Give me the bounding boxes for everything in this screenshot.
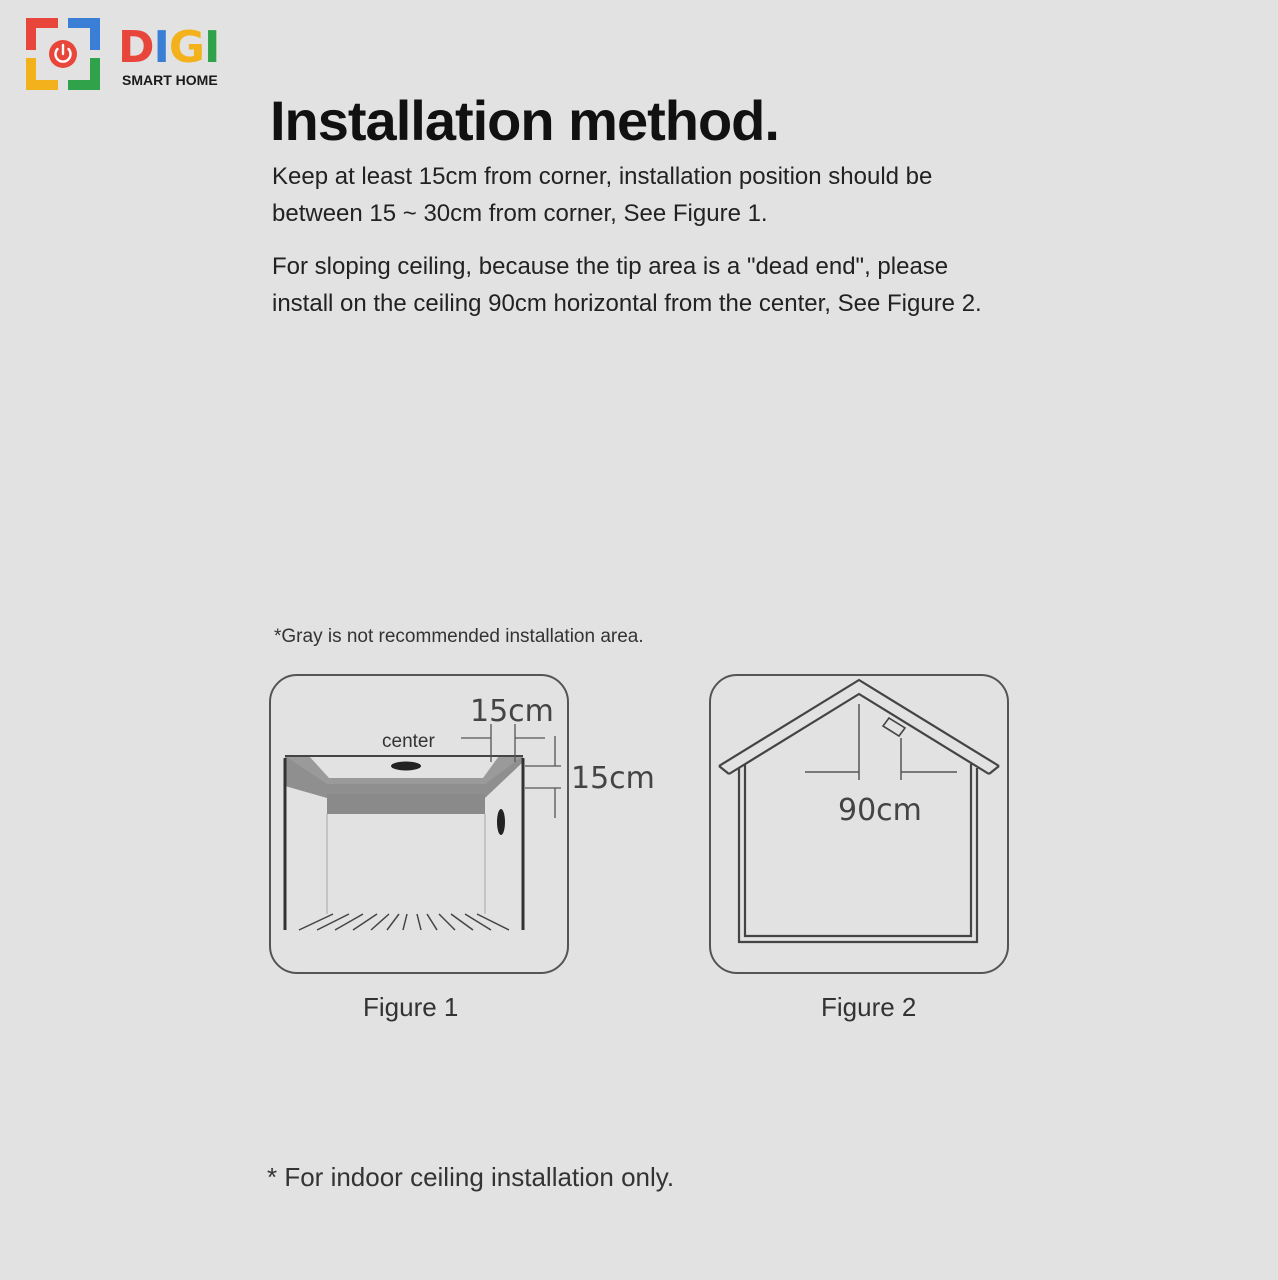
figure-2-box bbox=[709, 674, 1009, 974]
room-corner-diagram-icon bbox=[269, 674, 669, 974]
figure-2-caption: Figure 2 bbox=[821, 992, 917, 1022]
instruction-paragraph-1: Keep at least 15cm from corner, installation position should be between 15 ~ 30cm from corner, See Figure 1. bbox=[272, 163, 933, 227]
brand-wordmark bbox=[118, 22, 220, 73]
indoor-only-note: * For indoor ceiling installation only. bbox=[267, 1162, 675, 1192]
brand-letter: I bbox=[153, 22, 169, 73]
gray-area-note: *Gray is not recommended installation area. bbox=[274, 626, 644, 647]
page-title: Installation method. bbox=[270, 89, 779, 152]
dimension-side-label: 15cm bbox=[571, 761, 655, 796]
dimension-90cm-label: 90cm bbox=[838, 793, 922, 828]
figure-1-box bbox=[269, 674, 655, 974]
brand-letter: D bbox=[118, 22, 154, 73]
center-label: center bbox=[382, 731, 435, 752]
dimension-top-label: 15cm bbox=[470, 694, 554, 729]
instruction-paragraph-2: For sloping ceiling, because the tip area is a "dead end", please install on the ceiling 90cm horizontal from the center, See Figure 2. bbox=[272, 253, 982, 317]
brand-letter: G bbox=[168, 22, 205, 73]
brand-letter: I bbox=[204, 22, 220, 73]
brand-logo bbox=[24, 16, 224, 92]
sloped-roof-diagram-icon bbox=[709, 674, 1009, 974]
digi-logo-mark-icon bbox=[24, 16, 102, 92]
figure-1-caption: Figure 1 bbox=[363, 992, 459, 1022]
brand-subtitle: SMART HOME bbox=[122, 72, 218, 88]
